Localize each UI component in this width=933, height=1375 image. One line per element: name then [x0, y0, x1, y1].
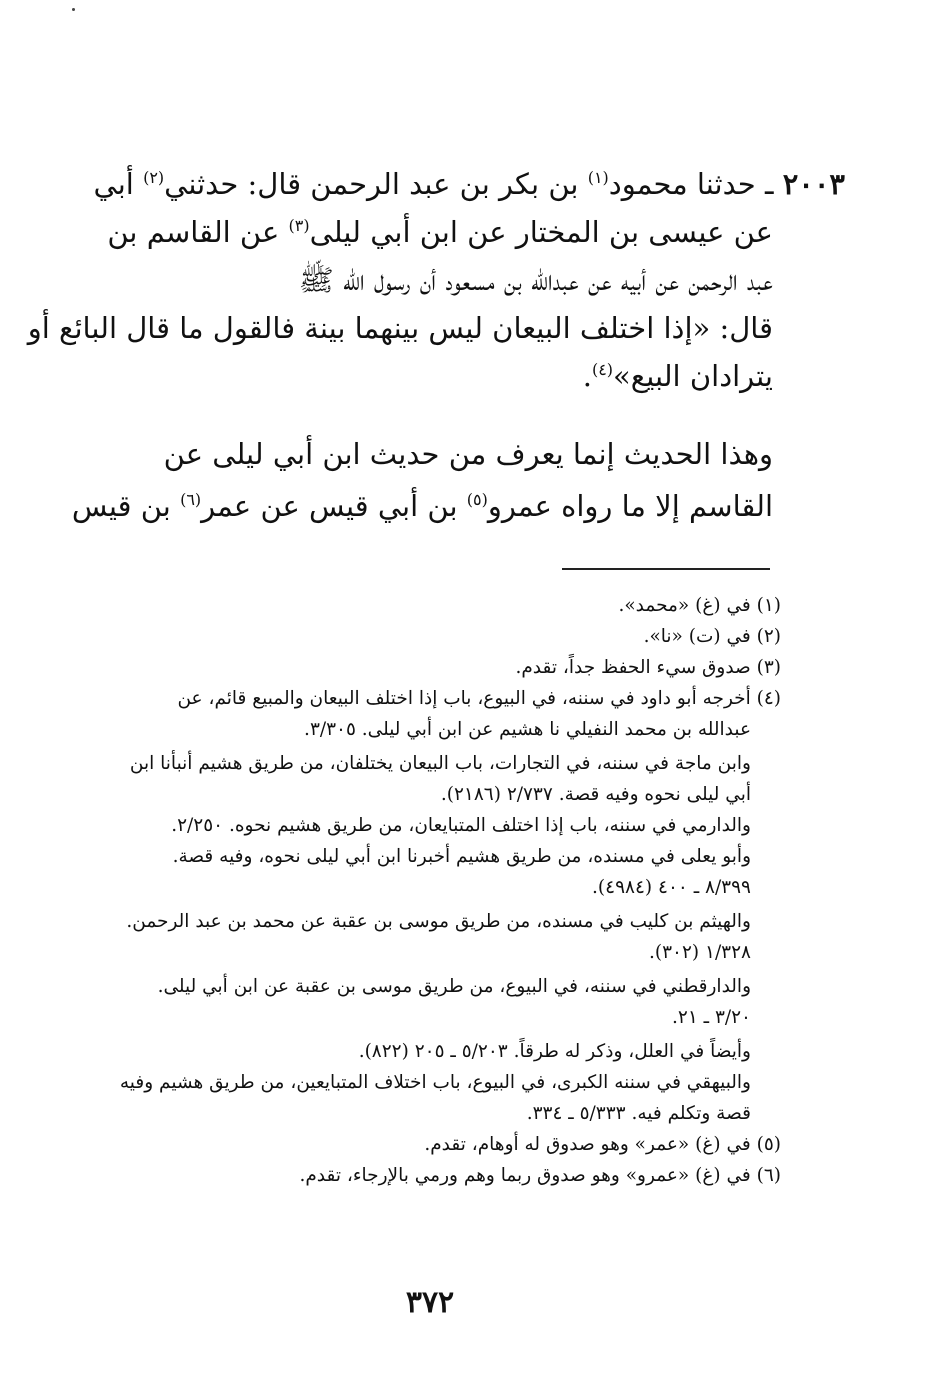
footnote-marker-4: (٤): [591, 360, 614, 379]
commentary-text: [60, 428, 845, 532]
page-number: ٣٧٢: [405, 1285, 455, 1320]
hadith-number: ٢٠٠٣: [782, 167, 845, 201]
footnote-marker-2: (٢): [143, 168, 165, 187]
commentary-text-segment: القاسم إلا ما رواه عمرو: [487, 489, 773, 523]
hadith-text-segment: .: [582, 359, 592, 393]
footnote-line: (٥) في (غ) «عمر» وهو صدوق له أوهام، تقدم.: [424, 1134, 781, 1155]
footnote-line: (١) في (غ) «محمد».: [618, 595, 781, 616]
hadith-line-3: [60, 256, 845, 304]
footnote-line: (٦) في (غ) «عمرو» وهو صدوق ربما وهم ورمي بالإرجاء، تقدم.: [299, 1165, 781, 1186]
footnote-line: ٨/٣٩٩ ـ ٤٠٠ (٤٩٨٤).: [592, 877, 751, 898]
hadith-text-segment: أبي: [93, 167, 144, 201]
footnote-line: والدارمي في سننه، باب إذا اختلف المتبايعان، من طريق هشيم نحوه. ٢/٢٥٠.: [171, 815, 751, 836]
commentary-text-segment: بن قيس: [71, 489, 181, 523]
footnote-line: (٢) في (ت) «نا».: [643, 626, 781, 647]
footnote-line: (٤) أخرجه أبو داود في سننه، في البيوع، باب إذا اختلف البيعان والمبيع قائم، عن: [177, 688, 781, 709]
footnote-marker-1: (١): [587, 168, 609, 187]
commentary-line-2: [60, 480, 845, 532]
hadith-text-segment: حدثنا محمود: [608, 167, 756, 201]
footnote-separator: [562, 568, 770, 570]
hadith-text-segment: بن بكر بن عبد الرحمن قال: حدثني: [164, 167, 588, 201]
commentary-text-segment: وهذا الحديث إنما يعرف من حديث ابن أبي ليلى عن: [163, 437, 773, 471]
footnotes: [61, 590, 781, 1191]
footnote-marker-5: (٥): [466, 490, 488, 509]
footnote-line: (٣) صدوق سيء الحفظ جداً، تقدم.: [515, 657, 781, 678]
hadith-text-segment: يترادان البيع»: [613, 359, 773, 393]
hadith-text-segment: قال: «إذا اختلف البيعان ليس بينهما بينة فالقول ما قال البائع أو: [27, 311, 773, 345]
footnote-line: وابن ماجة في سننه، في التجارات، باب البيعان يختلفان، من طريق هشيم أنبأنا ابن: [129, 753, 751, 774]
hadith-line-4: [27, 304, 845, 352]
footnote-line: وأيضاً في العلل، وذكر له طرقاً. ٥/٢٠٣ ـ ٢٠٥ (٨٢٢).: [358, 1041, 751, 1062]
scan-speck: [72, 8, 75, 11]
footnote-line: ٣/٢٠ ـ ٢١.: [672, 1007, 751, 1028]
footnote-line: وأبو يعلى في مسنده، من طريق هشيم أخبرنا ابن أبي ليلى نحوه، وفيه قصة.: [172, 846, 751, 867]
commentary-text-segment: بن أبي قيس عن عمر: [201, 489, 467, 523]
hadith-line-2: [60, 208, 845, 256]
commentary-line-1: [60, 428, 845, 480]
footnote-line: والهيثم بن كليب في مسنده، من طريق موسى بن عقبة عن محمد بن عبد الرحمن.: [126, 911, 751, 932]
hadith-dash: ـ: [755, 167, 783, 201]
footnote-marker-6: (٦): [180, 490, 202, 509]
hadith-text-segment: عن عيسى بن المختار عن ابن أبي ليلى: [309, 215, 773, 249]
hadith-text: [27, 160, 845, 400]
hadith-line-1: [60, 160, 845, 208]
hadith-text-segment: عبد الرحمن عن أبيه عن عبدالله بن مسعود أن رسول الله ﷺ: [298, 263, 773, 297]
footnote-line: ١/٣٢٨ (٣٠٢).: [648, 942, 751, 963]
footnote-line: أبي ليلى نحوه وفيه قصة. ٢/٧٣٧ (٢١٨٦).: [440, 784, 751, 805]
footnote-line: قصة وتكلم فيه. ٥/٣٣٣ ـ ٣٣٤.: [526, 1103, 751, 1124]
hadith-text-segment: عن القاسم بن: [107, 215, 289, 249]
footnote-line: عبدالله بن محمد النفيلي نا هشيم عن ابن أبي ليلى. ٣/٣٠٥.: [304, 719, 751, 740]
footnote-line: والبيهقي في سننه الكبرى، في البيوع، باب اختلاف المتبايعين، من طريق هشيم وفيه: [119, 1072, 751, 1093]
footnote-line: والدارقطني في سننه، في البيوع، من طريق موسى بن عقبة عن ابن أبي ليلى.: [157, 976, 751, 997]
hadith-line-5: [60, 352, 845, 400]
footnote-marker-3: (٣): [288, 216, 310, 235]
